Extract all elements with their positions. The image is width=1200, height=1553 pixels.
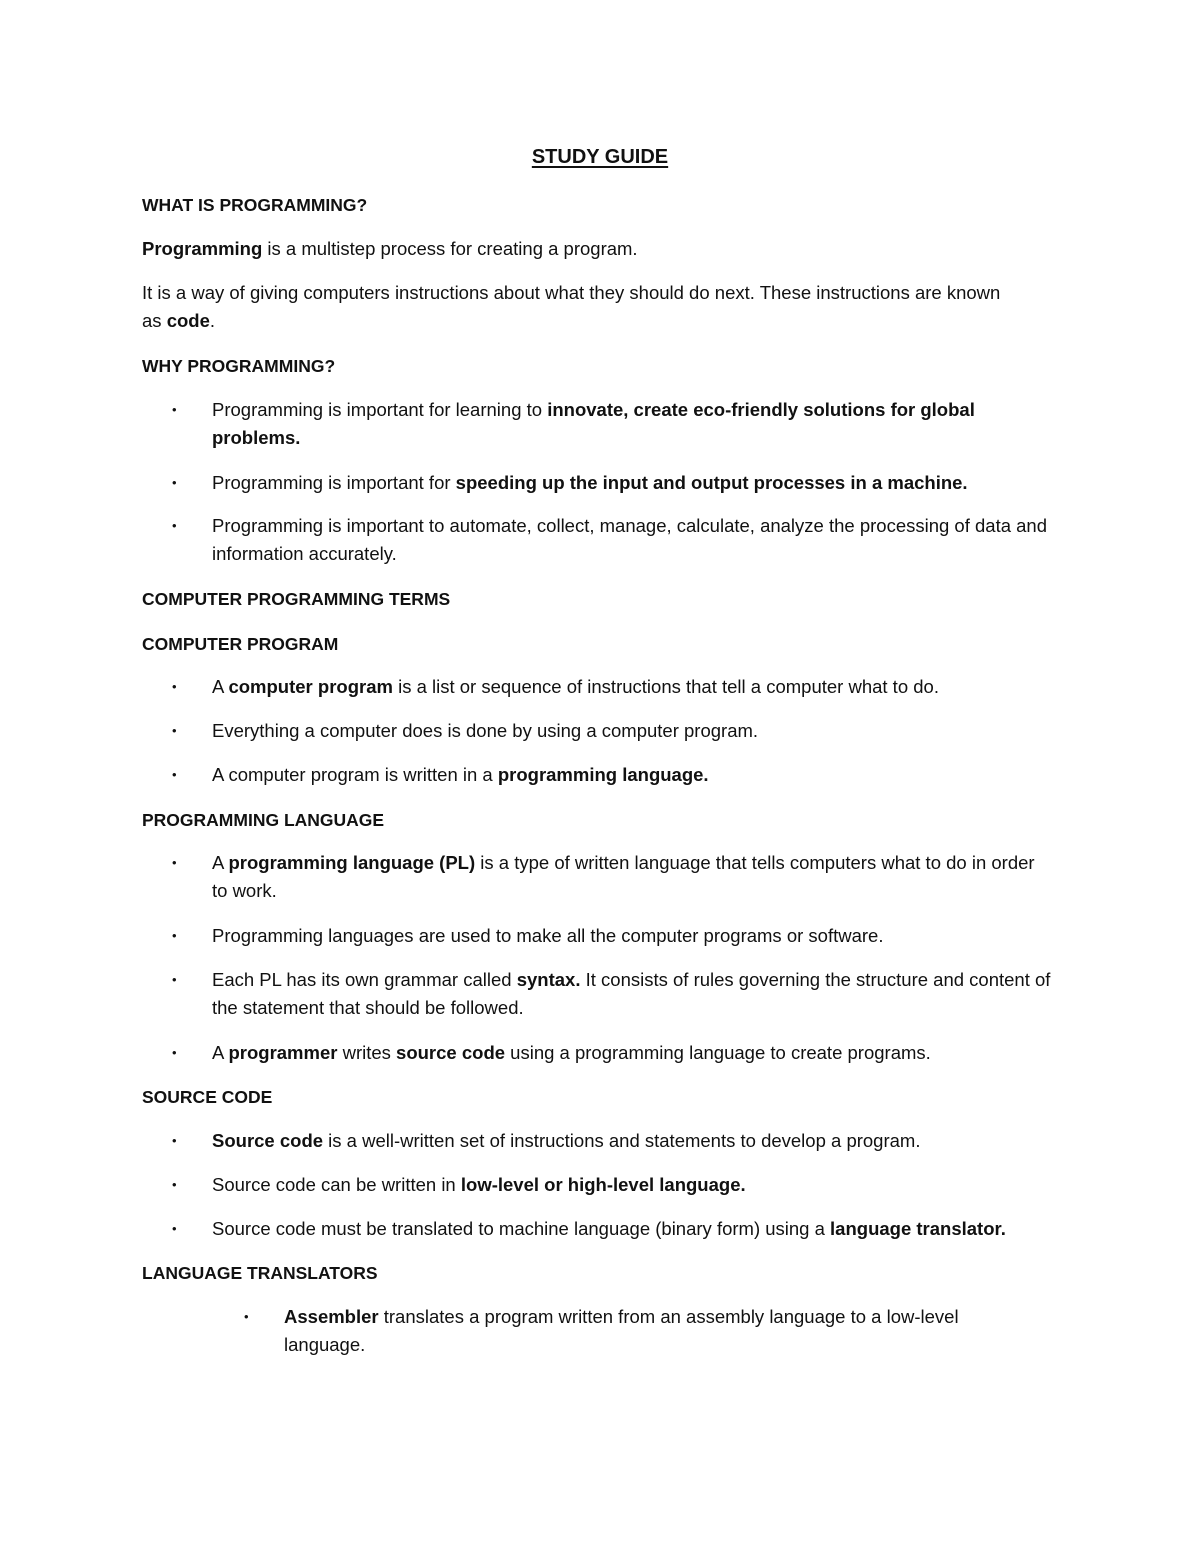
bullet-icon: • [172,1045,177,1060]
list-item: • Programming is important for learning to innovate, create eco-friendly solutions for global problems. [172,396,1052,452]
list-item: • Programming languages are used to make all the computer programs or software. [172,922,1052,950]
list-item: • A programming language (PL) is a type of written language that tells computers what to do in order to work. [172,849,1052,905]
list-item: • Assembler translates a program written from an assembly language to a low-level language. [244,1303,1044,1359]
bullet-icon: • [172,518,177,533]
bullet-icon: • [172,855,177,870]
term-programming: Programming [142,238,263,259]
heading-what-is-programming: WHAT IS PROGRAMMING? [142,195,368,215]
list-item: • Source code is a well-written set of instructions and statements to develop a program. [172,1127,1052,1155]
paragraph-programming-explanation: It is a way of giving computers instructions about what they should do next. These instructions are known as code. [142,282,1001,331]
bullet-icon: • [172,767,177,782]
list-item: • Everything a computer does is done by using a computer program. [172,717,1052,745]
list-item: • A computer program is a list or sequence of instructions that tell a computer what to do. [172,673,1052,701]
term-code: code [166,310,210,331]
list-item: • Each PL has its own grammar called syntax. It consists of rules governing the structure and content of the statement that should be followed. [172,966,1052,1022]
bullet-icon: • [244,1309,249,1324]
heading-computer-program: COMPUTER PROGRAM [142,634,339,654]
bullet-icon: • [172,475,177,490]
bullet-icon: • [172,679,177,694]
bullet-icon: • [172,723,177,738]
list-item: • Programming is important to automate, collect, manage, calculate, analyze the processing of data and information accurately. [172,512,1052,568]
list-item: • Source code must be translated to machine language (binary form) using a language translator. [172,1215,1072,1243]
bullet-icon: • [172,1177,177,1192]
heading-programming-language: PROGRAMMING LANGUAGE [142,810,385,830]
list-item: • Source code can be written in low-level or high-level language. [172,1171,1052,1199]
bullet-icon: • [172,402,177,417]
heading-why-programming: WHY PROGRAMMING? [142,356,336,376]
list-item: • A computer program is written in a programming language. [172,761,1052,789]
bullet-icon: • [172,972,177,987]
page-title: STUDY GUIDE [531,146,669,168]
list-item: • A programmer writes source code using a programming language to create programs. [172,1039,1052,1067]
paragraph-programming-definition: Programming is a multistep process for creating a program. [142,238,638,259]
heading-computer-programming-terms: COMPUTER PROGRAMMING TERMS [142,589,451,609]
heading-source-code: SOURCE CODE [142,1087,273,1107]
heading-language-translators: LANGUAGE TRANSLATORS [142,1263,378,1283]
list-item: • Programming is important for speeding up the input and output processes in a machine. [172,469,1052,497]
bullet-icon: • [172,928,177,943]
bullet-icon: • [172,1221,177,1236]
bullet-icon: • [172,1133,177,1148]
